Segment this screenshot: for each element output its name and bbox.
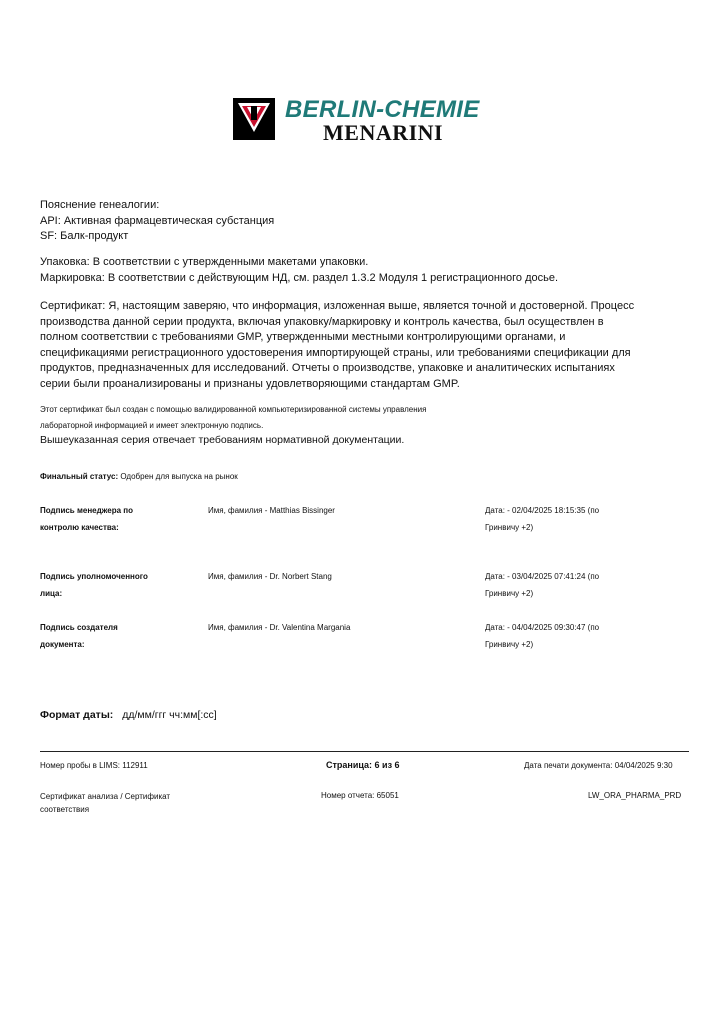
packaging-section <box>40 255 680 286</box>
signature-date-line: Дата: - 03/04/2025 07:41:24 (по <box>485 572 600 581</box>
signature-date <box>485 502 635 536</box>
genealogy-section <box>40 198 680 245</box>
compliance-statement: Вышеуказанная серия отвечает требованиям нормативной документации. <box>40 434 405 446</box>
footer-doc-type <box>40 790 170 816</box>
footer-print-date: Дата печати документа: 04/04/2025 9:30 <box>524 761 673 770</box>
signature-date-line: Гринвичу +2) <box>485 640 534 649</box>
signature-role-line: Подпись уполномоченного <box>40 572 148 581</box>
marking-text: Маркировка: В соответствии с действующим НД, см. раздел 1.3.2 Модуля 1 регистрационного досье. <box>40 271 559 284</box>
date-format <box>40 709 217 721</box>
signature-role-line: лица: <box>40 589 63 598</box>
signature-role <box>40 619 180 653</box>
signature-role-line: Подпись создателя <box>40 623 118 632</box>
certificate-line: полном соответствии с требованиями GMP, утвержденными местными контролирующими органами, и <box>40 331 566 343</box>
signature-date-line: Дата: - 02/04/2025 18:15:35 (по <box>485 506 600 515</box>
signature-name: Имя, фамилия - Matthias Bissinger <box>208 506 335 515</box>
certificate-line: продуктов, предназначенных для исследований. Отчеты о производстве, упаковке и аналитических испытаниях <box>40 362 615 374</box>
footer-doc-type-line: соответствия <box>40 805 90 814</box>
final-status-label: Финальный статус: <box>40 472 119 481</box>
footer-page-number: Страница: 6 из 6 <box>326 760 400 770</box>
signature-role-line: контролю качества: <box>40 523 119 532</box>
packaging-text: Упаковка: В соответствии с утвержденными макетами упаковки. <box>40 256 369 268</box>
signature-date-line: Гринвичу +2) <box>485 523 534 532</box>
certificate-line: спецификациями регистрационного удостоверения импортирующей страны, или требованиями спецификации для <box>40 346 631 359</box>
footer-doc-type-line: Сертификат анализа / Сертификат <box>40 792 171 801</box>
electronic-note-line2: лабораторной информацией и имеет электронную подпись. <box>40 421 264 430</box>
certificate-line: производства данной серии продукта, включая упаковку/маркировку и контроль качества, был осуществлен в <box>40 315 604 328</box>
date-format-label: Формат даты: <box>40 709 114 721</box>
certificate-line: серии были проанализированы и признаны удовлетворяющими стандартам GMP. <box>40 377 460 390</box>
final-status <box>40 472 238 481</box>
genealogy-heading: Пояснение генеалогии: <box>40 199 160 211</box>
signature-name: Имя, фамилия - Dr. Norbert Stang <box>208 572 332 581</box>
signature-date <box>485 619 635 653</box>
footer-divider <box>40 751 689 752</box>
electronic-note-line1: Этот сертификат был создан с помощью валидированной компьютеризированной системы управления <box>40 405 427 414</box>
genealogy-sf: SF: Балк-продукт <box>40 230 129 242</box>
signature-date <box>485 568 635 602</box>
brand-name-bottom: MENARINI <box>323 120 444 145</box>
genealogy-api: API: Активная фармацевтическая субстанция <box>40 214 275 227</box>
final-status-value: Одобрен для выпуска на рынок <box>118 472 238 481</box>
certificate-section <box>40 299 700 392</box>
signature-date-line: Дата: - 04/04/2025 09:30:47 (по <box>485 623 600 632</box>
certificate-line: Сертификат: Я, настоящим заверяю, что информация, изложенная выше, является точной и достоверной. Процесс <box>40 300 635 312</box>
footer-system-id: LW_ORA_PHARMA_PRD <box>588 791 682 800</box>
signature-date-line: Гринвичу +2) <box>485 589 534 598</box>
footer-lims: Номер пробы в LIMS: 112911 <box>40 761 148 770</box>
brand-name-top: BERLIN-CHEMIE <box>285 96 480 123</box>
date-format-value: дд/мм/ггг чч:мм[:сс] <box>122 709 217 721</box>
signature-role-line: Подпись менеджера по <box>40 506 133 515</box>
signature-role <box>40 568 180 602</box>
signature-role-line: документа: <box>40 640 85 649</box>
signature-name: Имя, фамилия - Dr. Valentina Margania <box>208 623 351 632</box>
signature-role <box>40 502 180 536</box>
footer-report-number: Номер отчета: 65051 <box>321 791 399 800</box>
company-logo-icon <box>233 98 275 140</box>
